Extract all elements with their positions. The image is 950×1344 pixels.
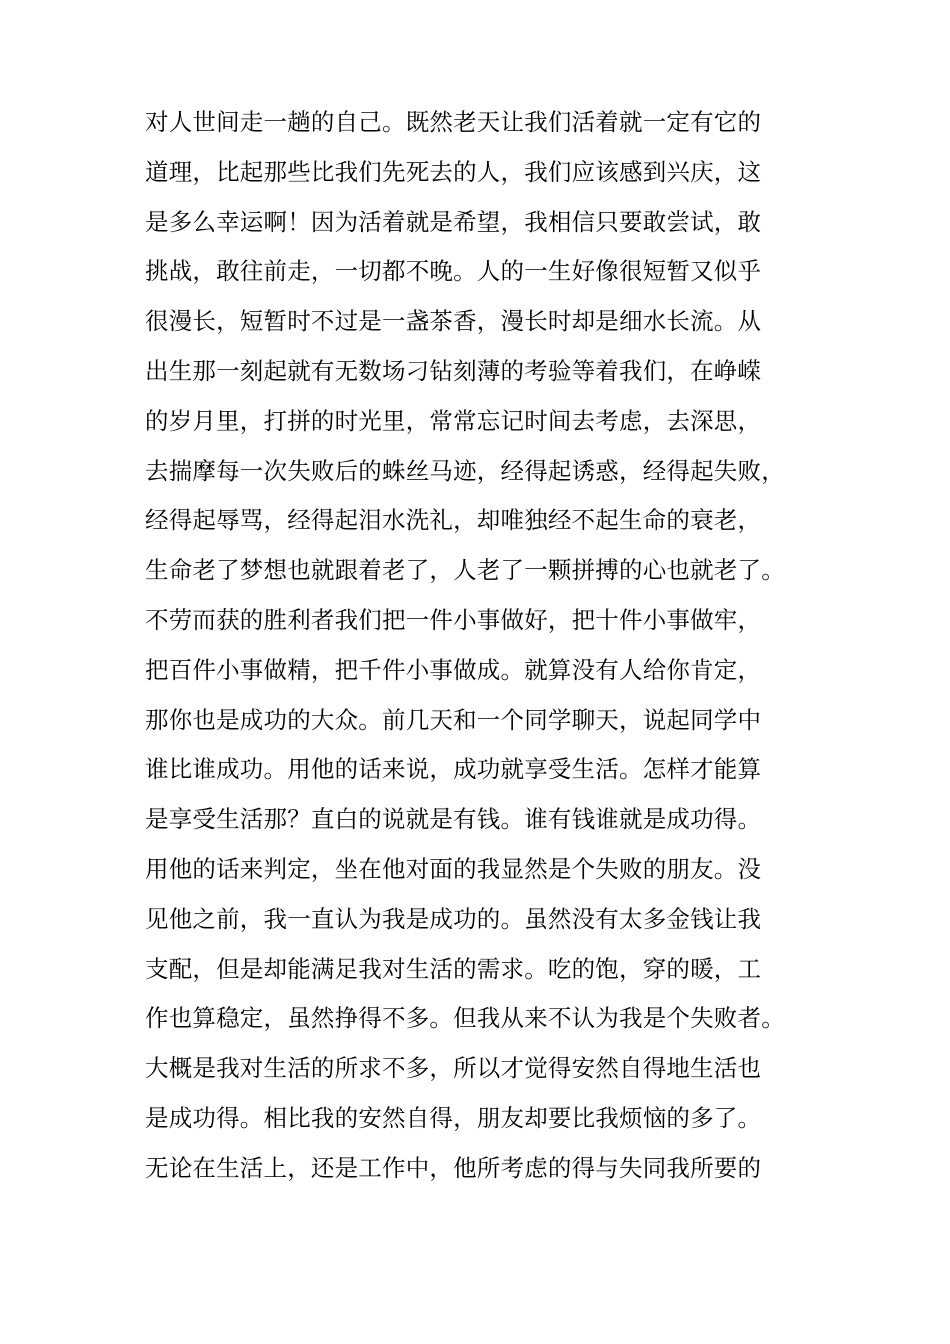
text-line: 生命老了梦想也就跟着老了，人老了一颗拼搏的心也就老了。 [145, 556, 785, 585]
text-line: 无论在生活上，还是工作中，他所考虑的得与失同我所要的 [145, 1153, 762, 1182]
text-line: 用他的话来判定，坐在他对面的我显然是个失败的朋友。没 [145, 854, 762, 883]
text-line: 是多么幸运啊！因为活着就是希望，我相信只要敢尝试，敢 [145, 207, 762, 236]
text-line: 去揣摩每一次失败后的蛛丝马迹，经得起诱惑，经得起失败， [145, 456, 785, 485]
text-line: 挑战，敢往前走，一切都不晚。人的一生好像很短暂又似乎 [145, 257, 762, 286]
text-line: 道理，比起那些比我们先死去的人，我们应该感到兴庆，这 [145, 157, 762, 186]
text-line: 见他之前，我一直认为我是成功的。虽然没有太多金钱让我 [145, 904, 762, 933]
body-text [145, 98, 845, 1194]
text-line: 出生那一刻起就有无数场刁钻刻薄的考验等着我们，在峥嵘 [145, 356, 762, 385]
text-line: 的岁月里，打拼的时光里，常常忘记时间去考虑，去深思， [145, 406, 762, 435]
text-line: 是享受生活那？直白的说就是有钱。谁有钱谁就是成功得。 [145, 805, 762, 834]
text-line: 不劳而获的胜利者我们把一件小事做好，把十件小事做牢， [145, 605, 762, 634]
text-line: 支配，但是却能满足我对生活的需求。吃的饱，穿的暖，工 [145, 954, 762, 983]
text-line: 把百件小事做精，把千件小事做成。就算没有人给你肯定， [145, 655, 762, 684]
text-line: 是成功得。相比我的安然自得，朋友却要比我烦恼的多了。 [145, 1103, 762, 1132]
text-line: 作也算稳定，虽然挣得不多。但我从来不认为我是个失败者。 [145, 1004, 785, 1033]
text-line: 那你也是成功的大众。前几天和一个同学聊天，说起同学中 [145, 705, 762, 734]
text-line: 大概是我对生活的所求不多，所以才觉得安然自得地生活也 [145, 1054, 762, 1083]
text-line: 经得起辱骂，经得起泪水洗礼，却唯独经不起生命的衰老， [145, 506, 762, 535]
text-line: 谁比谁成功。用他的话来说，成功就享受生活。怎样才能算 [145, 755, 762, 784]
text-line: 对人世间走一趟的自己。既然老天让我们活着就一定有它的 [145, 108, 762, 136]
text-line: 很漫长，短暂时不过是一盏茶香，漫长时却是细水长流。从 [145, 307, 762, 336]
